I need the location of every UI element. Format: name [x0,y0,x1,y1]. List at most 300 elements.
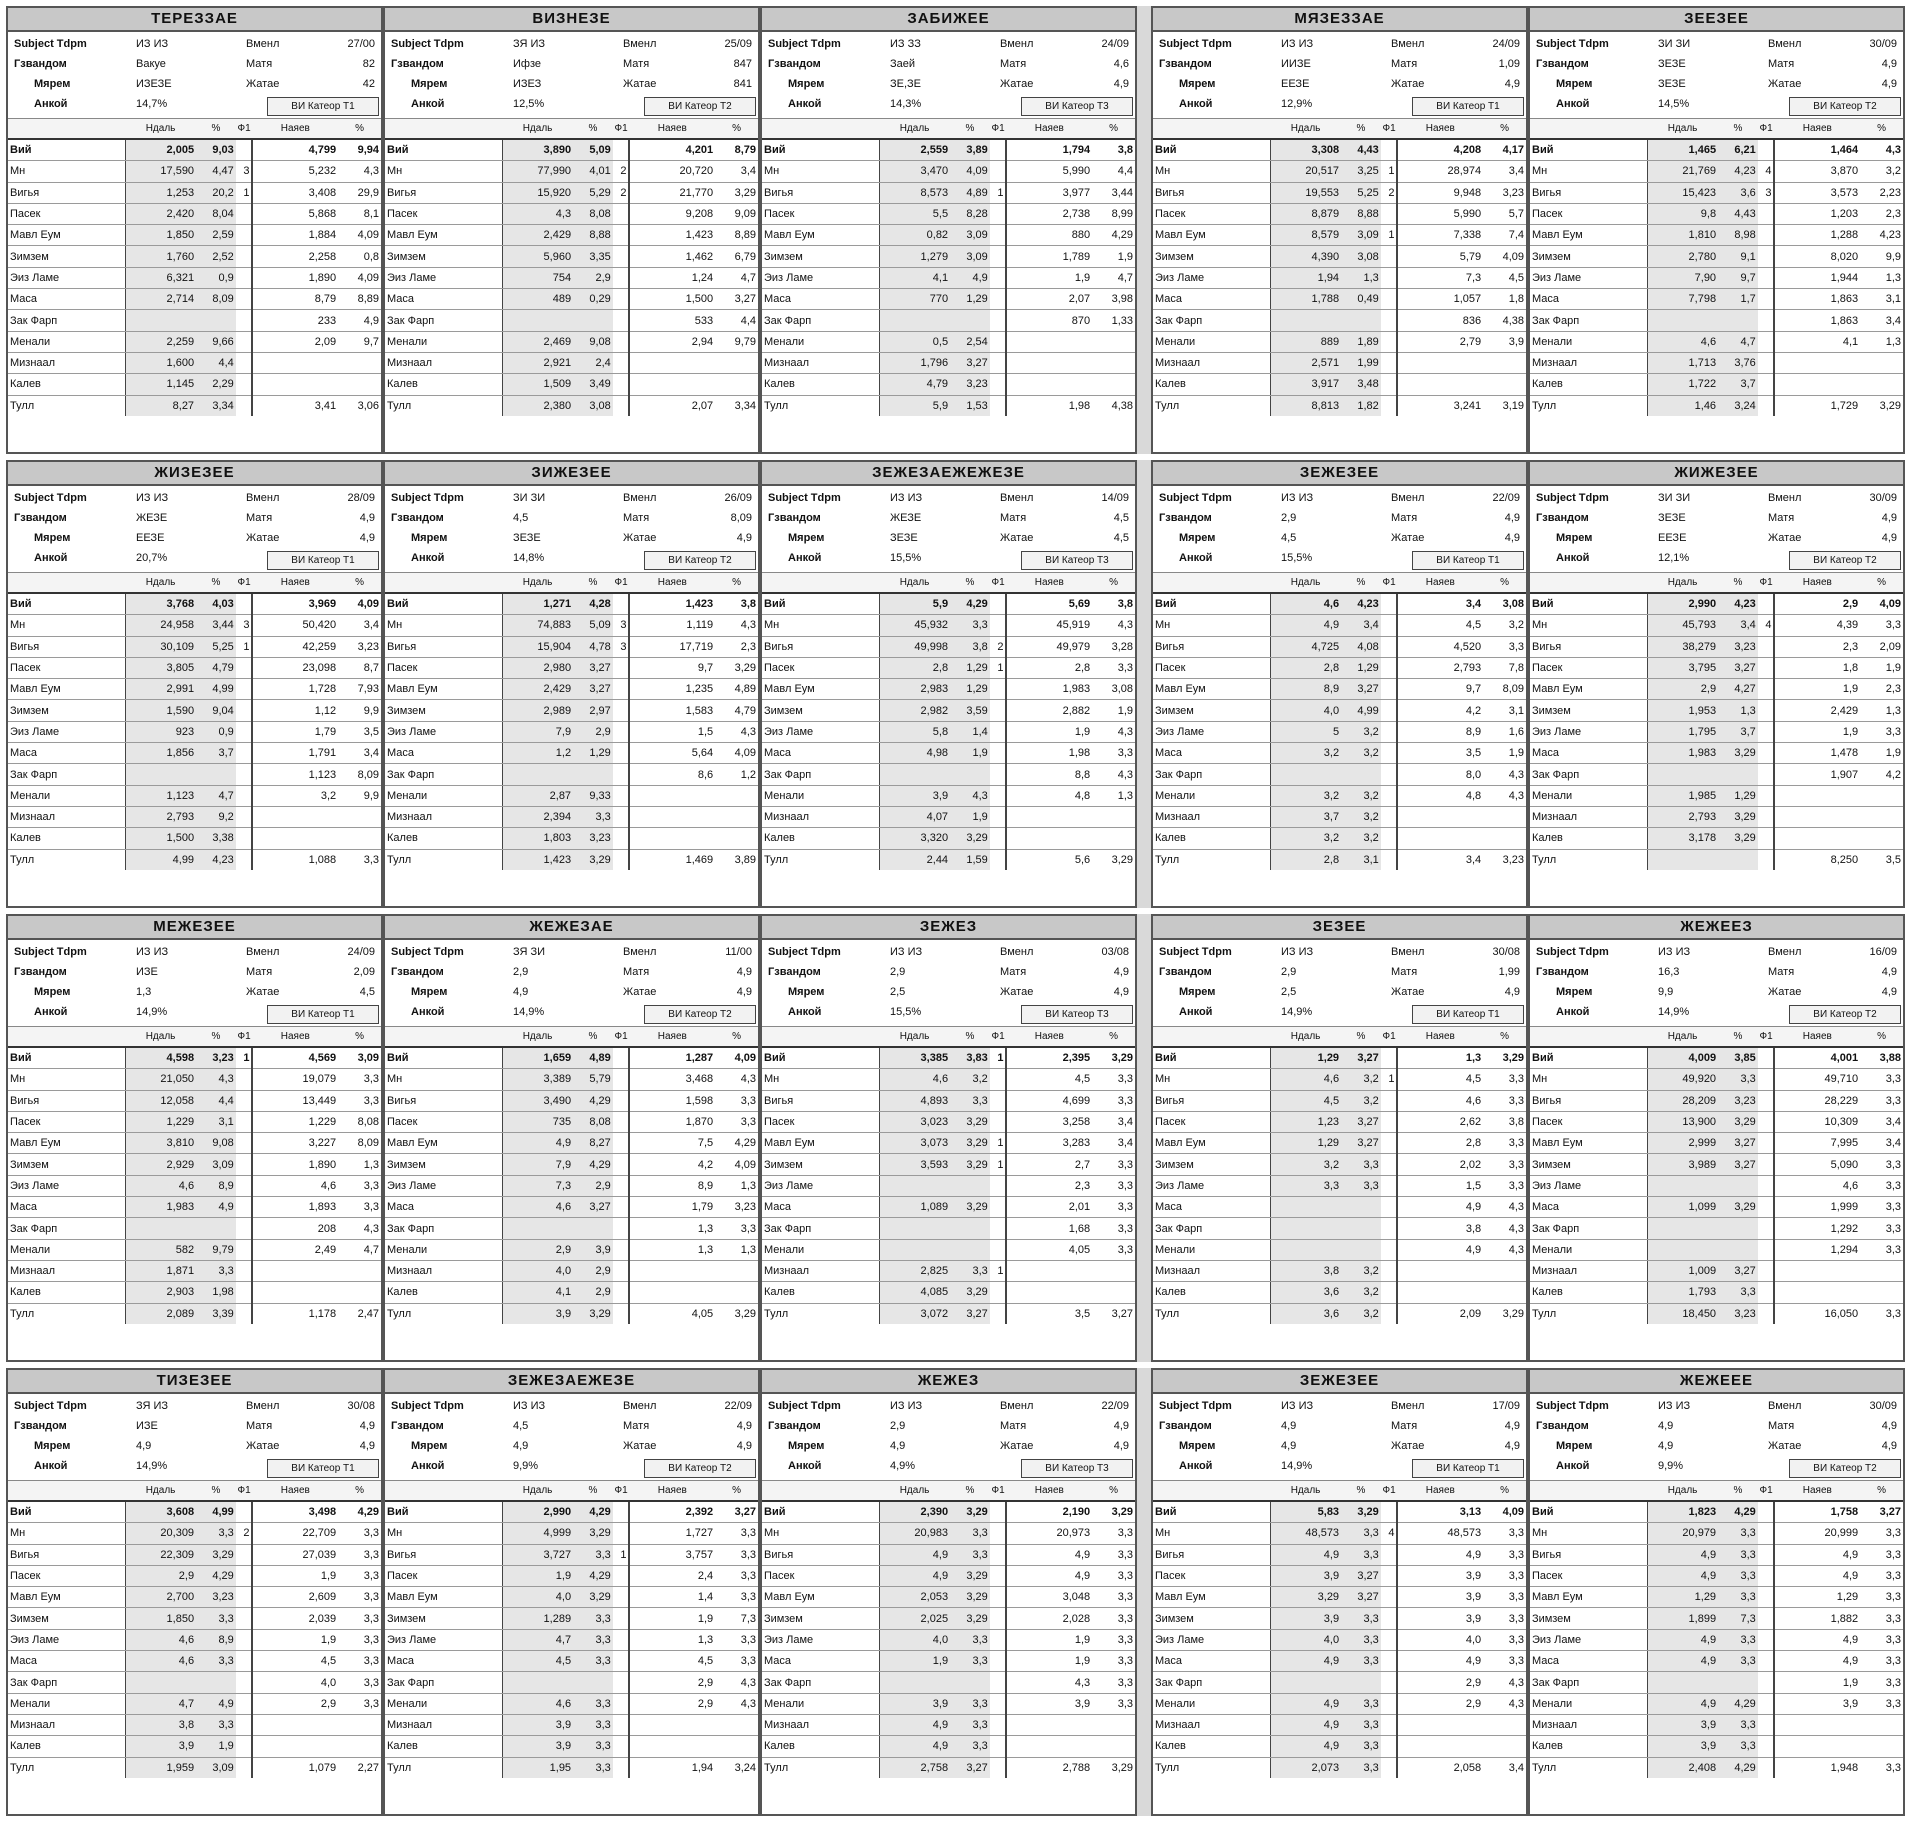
column-header [1530,119,1647,139]
table-cell: 880 [1006,225,1092,246]
meta-k1: Мярем [788,986,825,998]
table-cell [236,246,253,267]
table-cell: 49,979 [1006,636,1092,657]
table-cell: 3,29 [950,1282,990,1303]
table-cell [990,1629,1007,1650]
table-cell [1381,331,1398,352]
table-cell: 3,2 [950,1069,990,1090]
metrics-table [762,1027,1135,1324]
table-cell: 9,948 [1397,182,1483,203]
row-label: Мавл Еум [1530,1587,1647,1608]
table-cell [1381,785,1398,806]
table-cell: 4,9 [1647,1651,1718,1672]
table-cell: 4,38 [1111,399,1133,412]
table-row [1530,1260,1903,1281]
table-cell: 1,271 [502,593,573,615]
table-cell [1270,1218,1341,1239]
row-label: Вий [8,139,125,161]
table-cell: 5,9 [879,593,950,615]
row-label: Вий [385,139,502,161]
table-row [1153,1111,1526,1132]
table-cell: 2,9 [1397,1693,1483,1714]
table-cell: 3,3 [715,1111,758,1132]
table-row [762,1501,1135,1523]
table-cell: 3 [613,615,630,636]
meta-k2: Матя [1000,58,1027,70]
card-title: МЕЖЕЗЕЕ [8,916,381,940]
row-label: Зимзем [1153,1154,1270,1175]
table-cell [990,1693,1007,1714]
table-cell [236,828,253,849]
column-header: Ф1 [236,1481,253,1501]
table-cell [1381,267,1398,288]
row-label: Зимзем [8,700,125,721]
column-header: Ндаль [1647,1027,1718,1047]
table-cell: 8,79 [252,289,338,310]
table-cell: 3,4 [1860,310,1903,331]
table-cell: 1,3 [1397,1047,1483,1069]
row-label: Маса [8,289,125,310]
table-row [762,1608,1135,1629]
meta-k2: Матя [1000,966,1027,978]
table-cell: 42,259 [252,636,338,657]
table-cell [1758,764,1775,785]
table-cell [1381,743,1398,764]
table-cell: 5,09 [573,615,613,636]
row-label: Мн [1153,1523,1270,1544]
table-cell: 5,9 [879,395,950,416]
table-cell: 1 [1381,1069,1398,1090]
table-cell: 1,789 [1006,246,1092,267]
table-cell [990,1736,1007,1757]
table-cell: 3,4 [1718,615,1758,636]
rating-badge: ВИ Катеор Т2 [644,551,756,570]
row-label: Мизнаал [1153,352,1270,373]
meta-v1: 1,3 [136,986,152,998]
table-cell: 1,423 [629,593,715,615]
meta-v2: 03/08 [1101,946,1129,958]
table-cell: 1 [236,182,253,203]
table-cell: 9,94 [338,139,381,161]
table-cell: 2,62 [1397,1111,1483,1132]
table-cell: 3,870 [1774,161,1860,182]
column-header: % [1483,119,1526,139]
table-cell: 1,795 [1647,721,1718,742]
table-cell: 1,985 [1647,785,1718,806]
row-label: Мавл Еум [385,1133,502,1154]
table-cell [1860,785,1903,806]
row-label: Менали [8,331,125,352]
metrics-table [8,1481,381,1778]
table-cell: 3,3 [338,1672,381,1693]
table-cell [1006,352,1092,373]
card-meta [385,1394,758,1481]
table-cell [629,1714,715,1735]
table-cell: 3,6 [1718,182,1758,203]
table-cell: 2,609 [252,1587,338,1608]
table-cell: 3,593 [879,1154,950,1175]
meta-v1: 4,9 [513,986,529,998]
table-cell: 1,123 [125,785,196,806]
table-cell: 3,29 [950,1501,990,1523]
row-label: Зак Фарп [385,1672,502,1693]
row-label: Мн [762,1523,879,1544]
table-cell [879,764,950,785]
table-row [1530,1175,1903,1196]
table-cell: 754 [502,267,573,288]
row-label: Мизнаал [762,806,879,827]
table-row [762,1239,1135,1260]
row-label: Пасек [762,203,879,224]
table-row [762,1133,1135,1154]
table-cell: 4,3 [1860,139,1903,161]
table-cell: 3,08 [573,395,613,416]
table-cell: 3,48 [1341,374,1381,395]
table-cell: 4,89 [715,679,758,700]
table-cell: 2,990 [502,1501,573,1523]
table-cell: 1,29 [1341,657,1381,678]
table-cell: 2,3 [1774,636,1860,657]
meta-v1: ИЗ ИЗ [890,946,923,958]
table-cell [236,310,253,331]
table-row [385,806,758,827]
table-cell [236,1218,253,1239]
table-row [385,1239,758,1260]
table-cell: 3,3 [1483,1154,1526,1175]
table-cell: 3,29 [1718,1111,1758,1132]
table-cell: 1,727 [629,1523,715,1544]
table-cell: 1,9 [1006,1629,1092,1650]
table-row [1530,267,1903,288]
table-cell: 4,9 [879,1565,950,1586]
table-cell [1381,806,1398,827]
meta-k2: Жатае [1768,1440,1802,1452]
table-cell: 3,3 [1092,1587,1135,1608]
table-row [1153,1693,1526,1714]
meta-k1: Гзвандом [14,512,67,524]
table-row [385,743,758,764]
table-cell [1381,615,1398,636]
row-label: Мавл Еум [762,1587,879,1608]
table-cell: 3,27 [950,1757,990,1778]
table-cell [196,764,236,785]
table-row [1530,1714,1903,1735]
meta-k2: Матя [246,1420,273,1432]
table-row [8,1069,381,1090]
table-row [1153,657,1526,678]
table-cell: 3,2 [1483,615,1526,636]
table-cell [715,352,758,373]
table-row [762,636,1135,657]
row-label: Эиз Ламе [1153,267,1270,288]
table-cell: 1,9 [1092,700,1135,721]
table-cell: 8,9 [1270,679,1341,700]
table-cell: 1,229 [252,1111,338,1132]
table-cell [990,1544,1007,1565]
table-cell: 1,3 [629,1629,715,1650]
table-cell: 3,27 [1341,1111,1381,1132]
table-cell [1397,1282,1483,1303]
table-cell: 3,3 [1341,1523,1381,1544]
column-header: % [1860,1027,1903,1047]
table-cell: 1,500 [629,289,715,310]
rating-badge: ВИ Катеор Т3 [1021,1005,1133,1024]
table-cell: 4,29 [950,593,990,615]
table-row [385,679,758,700]
row-label: Мавл Еум [762,1133,879,1154]
table-cell [1381,1501,1398,1523]
table-row [1530,1693,1903,1714]
table-cell: 1,145 [125,374,196,395]
table-cell [1758,1629,1775,1650]
table-cell [990,743,1007,764]
table-cell: 20,309 [125,1523,196,1544]
table-cell: 2,49 [252,1239,338,1260]
table-cell: 3,88 [1860,1047,1903,1069]
table-cell: 3,3 [573,806,613,827]
table-cell: 3,29 [1718,1197,1758,1218]
metrics-table [762,119,1135,416]
table-cell: 7,4 [1483,225,1526,246]
card-meta [385,32,758,119]
table-cell: 3,41 [252,395,338,416]
column-header: Ндаль [502,119,573,139]
row-label: Зак Фарп [1153,764,1270,785]
table-cell: 1,590 [125,700,196,721]
table-cell: 1,3 [1718,700,1758,721]
meta-v2: 4,9 [1113,1420,1129,1432]
table-cell: 3,3 [950,1714,990,1735]
row-label: Вигья [8,636,125,657]
meta-v1: ИЗ ИЗ [136,946,169,958]
table-cell: 4,390 [1270,246,1341,267]
table-cell [1381,1587,1398,1608]
table-cell: 4,23 [196,849,236,870]
table-cell: 3,3 [1092,657,1135,678]
table-cell [950,1239,990,1260]
table-cell: 7,5 [629,1133,715,1154]
table-cell: 1,82 [1341,395,1381,416]
table-row [1153,1544,1526,1565]
column-header: Наяев [1397,573,1483,593]
table-cell [990,1175,1007,1196]
table-cell: 3,4 [1483,161,1526,182]
table-cell: 3,8 [1397,1218,1483,1239]
table-cell [1381,139,1398,161]
table-cell: 8,09 [196,289,236,310]
table-cell [1718,1218,1758,1239]
table-row [1530,1197,1903,1218]
table-cell [613,1757,630,1778]
table-cell: 3,1 [1860,289,1903,310]
table-cell: 3,3 [1718,1282,1758,1303]
table-row [1153,1523,1526,1544]
table-cell [236,593,253,615]
meta-k1: Гзвандом [768,1420,821,1432]
table-cell [1758,1154,1775,1175]
table-row [762,1523,1135,1544]
row-label: Зак Фарп [385,764,502,785]
table-cell [1381,721,1398,742]
table-cell [236,1629,253,1650]
meta-k2: Жатае [623,532,657,544]
table-cell [990,267,1007,288]
meta-v2: 4,9 [359,532,375,544]
row-label: Мн [8,1069,125,1090]
column-header: % [1718,119,1758,139]
table-cell: 8,28 [950,203,990,224]
row-label: Зимзем [385,700,502,721]
table-cell: 3,8 [1483,1111,1526,1132]
table-cell [990,1218,1007,1239]
row-label: Маса [762,289,879,310]
meta-v1: ЗЯ ЗИ [513,946,546,958]
table-cell: 2,9 [573,1175,613,1196]
table-cell [1758,1303,1775,1324]
card-meta [762,32,1135,119]
table-cell: 3,23 [715,1197,758,1218]
table-cell: 3,29 [573,1587,613,1608]
table-cell [1270,1239,1341,1260]
table-row [385,1587,758,1608]
table-cell: 3,1 [1483,700,1526,721]
meta-v1: ЗИ ЗИ [513,492,546,504]
table-cell: 3,3 [1483,1651,1526,1672]
table-cell: 2,52 [196,246,236,267]
table-cell: 3,29 [950,1154,990,1175]
column-header: Ндаль [502,1027,573,1047]
meta-k2: Вменл [246,38,280,50]
table-cell: 2,59 [196,225,236,246]
table-cell [1381,352,1398,373]
table-cell [252,374,338,395]
meta-k2: Матя [1000,512,1027,524]
table-cell: 4,9 [1270,1736,1341,1757]
row-label: Мизнаал [1530,1260,1647,1281]
table-row [1153,310,1526,331]
table-cell: 8,79 [715,139,758,161]
table-cell: 2 [613,182,630,203]
row-label: Зимзем [1153,246,1270,267]
meta-k1: Гзвандом [391,1420,444,1432]
row-label: Зимзем [1530,700,1647,721]
rating-badge: ВИ Катеор Т2 [644,1005,756,1024]
meta-v1: 14,9% [136,1006,168,1018]
table-cell: 3,27 [950,1303,990,1324]
meta-k2: Жатае [1391,532,1425,544]
table-cell: 3,3 [950,1090,990,1111]
table-row [385,1651,758,1672]
table-cell [236,1501,253,1523]
table-cell: 4,29 [1718,1501,1758,1523]
table-cell: 2,780 [1647,246,1718,267]
table-cell [1758,1111,1775,1132]
table-row [762,1629,1135,1650]
meta-v2: 24/09 [347,946,375,958]
table-cell: 3,29 [573,849,613,870]
meta-k1: Subject Tdpm [391,492,464,504]
meta-v2: 4,9 [1504,1420,1520,1432]
meta-k2: Матя [1391,512,1418,524]
table-row [385,1133,758,1154]
meta-v2: 4,9 [736,966,752,978]
table-cell [1647,764,1718,785]
table-cell: 4,009 [1647,1047,1718,1069]
meta-k1: Анкой [1556,98,1590,110]
table-cell [236,806,253,827]
table-cell: 4,7 [338,1239,381,1260]
table-cell: 4,9 [879,1736,950,1757]
table-cell: 3,2 [1341,806,1381,827]
metrics-table [762,573,1135,870]
table-cell: 8,9 [629,1175,715,1196]
table-cell: 2,714 [125,289,196,310]
table-cell: 3,23 [1718,1303,1758,1324]
table-cell: 3,27 [1341,679,1381,700]
table-cell: 3,3 [338,1197,381,1218]
table-row [8,225,381,246]
table-cell: 3,29 [950,828,990,849]
table-cell: 4,0 [1270,700,1341,721]
meta-k2: Жатае [1768,78,1802,90]
table-cell: 1,728 [252,679,338,700]
meta-k2: Вменл [623,38,657,50]
card-title: ЗИЖЕЗЕЕ [385,462,758,486]
table-row [8,289,381,310]
table-cell: 2,429 [1774,700,1860,721]
table-cell: 1,462 [629,246,715,267]
table-cell: 3,3 [338,1175,381,1196]
table-row [1153,161,1526,182]
meta-k1: Subject Tdpm [391,946,464,958]
row-label: Мн [762,1069,879,1090]
table-cell: 4,29 [196,1565,236,1586]
row-label: Тулл [1532,853,1557,866]
table-cell: 2,9 [573,721,613,742]
table-cell [252,352,338,373]
meta-v2: 4,9 [1113,986,1129,998]
table-row [385,1672,758,1693]
table-cell [990,1090,1007,1111]
table-row [385,1197,758,1218]
column-header [1153,1027,1270,1047]
column-header: % [338,119,381,139]
table-cell: 3,608 [125,1501,196,1523]
table-cell: 2,392 [629,1501,715,1523]
table-cell [629,1282,715,1303]
meta-v1: Заей [890,58,916,70]
table-cell: 4,6 [1647,331,1718,352]
table-cell [1774,1260,1860,1281]
row-label: Мн [8,1523,125,1544]
table-cell: 3,06 [357,399,379,412]
table-cell: 2,039 [252,1608,338,1629]
table-row [762,267,1135,288]
table-cell: 4,0 [1270,1629,1341,1650]
table-cell: 2,758 [879,1757,950,1778]
metrics-table [1530,573,1903,870]
table-cell: 1,9 [879,1651,950,1672]
table-cell: 3,3 [196,1714,236,1735]
meta-k2: Вменл [623,492,657,504]
table-cell: 1,944 [1774,267,1860,288]
table-row [762,1672,1135,1693]
table-cell: 5,8 [879,721,950,742]
meta-v2: 4,6 [1113,58,1129,70]
meta-k1: Анкой [788,1006,822,1018]
table-cell [613,1629,630,1650]
table-cell: 17,719 [629,636,715,657]
